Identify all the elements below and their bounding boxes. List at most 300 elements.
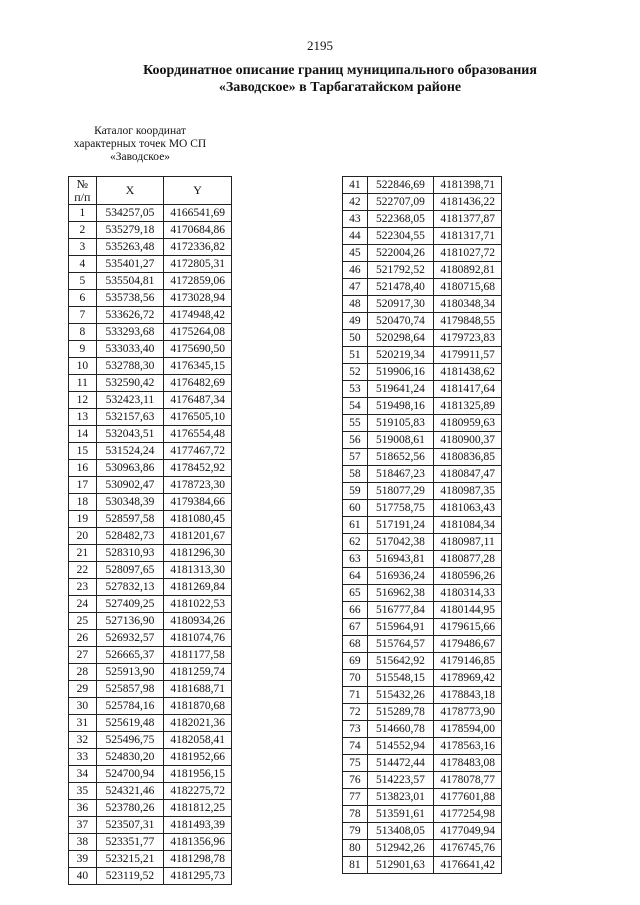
x-cell: 535263,48 (96, 239, 164, 256)
coordinates-table-left (68, 176, 232, 885)
x-cell: 522004,26 (367, 245, 434, 262)
point-number-cell: 66 (343, 602, 368, 619)
table-row (343, 772, 502, 789)
y-cell: 4179486,67 (434, 636, 502, 653)
table-row (343, 602, 502, 619)
point-number-cell: 14 (69, 426, 97, 443)
point-number-cell: 42 (343, 194, 368, 211)
table-row (343, 653, 502, 670)
table-row (343, 177, 502, 194)
table-row (343, 466, 502, 483)
table-row (343, 738, 502, 755)
point-number-cell: 12 (69, 392, 97, 409)
point-number-cell: 36 (69, 800, 97, 817)
point-number-cell: 77 (343, 789, 368, 806)
y-cell: 4178563,16 (434, 738, 502, 755)
point-number-cell: 60 (343, 500, 368, 517)
x-cell: 520219,34 (367, 347, 434, 364)
point-number-cell: 20 (69, 528, 97, 545)
table-row (343, 857, 502, 874)
point-number-cell: 43 (343, 211, 368, 228)
y-cell: 4178969,42 (434, 670, 502, 687)
x-cell: 516962,38 (367, 585, 434, 602)
table-row (69, 460, 232, 477)
y-cell: 4181201,67 (164, 528, 232, 545)
table-row (69, 613, 232, 630)
y-cell: 4178452,92 (164, 460, 232, 477)
point-number-cell: 2 (69, 222, 97, 239)
point-number-cell: 54 (343, 398, 368, 415)
x-cell: 517042,38 (367, 534, 434, 551)
x-cell: 535504,81 (96, 273, 164, 290)
table-row (69, 562, 232, 579)
table-row (69, 664, 232, 681)
point-number-cell: 80 (343, 840, 368, 857)
table-row (343, 296, 502, 313)
table-row (343, 262, 502, 279)
point-number-cell: 29 (69, 681, 97, 698)
y-cell: 4181084,34 (434, 517, 502, 534)
table-row (343, 551, 502, 568)
table-header-row (69, 177, 232, 205)
table-row (69, 851, 232, 868)
table-row (343, 211, 502, 228)
table-row (343, 568, 502, 585)
point-number-cell: 18 (69, 494, 97, 511)
table-row (343, 279, 502, 296)
x-cell: 515548,15 (367, 670, 434, 687)
y-cell: 4179615,66 (434, 619, 502, 636)
y-cell: 4173028,94 (164, 290, 232, 307)
table-row (69, 766, 232, 783)
x-cell: 513591,61 (367, 806, 434, 823)
table-row (343, 449, 502, 466)
y-cell: 4180314,33 (434, 585, 502, 602)
y-cell: 4182021,36 (164, 715, 232, 732)
table-row (69, 579, 232, 596)
y-cell: 4180877,28 (434, 551, 502, 568)
x-cell: 532590,42 (96, 375, 164, 392)
catalog-caption-line-1: Каталог координат (94, 125, 186, 137)
x-cell: 530902,47 (96, 477, 164, 494)
point-number-cell: 65 (343, 585, 368, 602)
point-number-cell: 32 (69, 732, 97, 749)
x-cell: 515642,92 (367, 653, 434, 670)
table-row (343, 313, 502, 330)
header-x: X (96, 177, 164, 205)
y-cell: 4166541,69 (164, 205, 232, 222)
point-number-cell: 48 (343, 296, 368, 313)
table-row (343, 840, 502, 857)
point-number-cell: 4 (69, 256, 97, 273)
point-number-cell: 8 (69, 324, 97, 341)
y-cell: 4181177,58 (164, 647, 232, 664)
x-cell: 517758,75 (367, 500, 434, 517)
point-number-cell: 3 (69, 239, 97, 256)
point-number-cell: 59 (343, 483, 368, 500)
y-cell: 4178773,90 (434, 704, 502, 721)
point-number-cell: 16 (69, 460, 97, 477)
x-cell: 517191,24 (367, 517, 434, 534)
x-cell: 532043,51 (96, 426, 164, 443)
point-number-cell: 72 (343, 704, 368, 721)
x-cell: 522368,05 (367, 211, 434, 228)
table-row (69, 511, 232, 528)
x-cell: 525784,16 (96, 698, 164, 715)
y-cell: 4178594,00 (434, 721, 502, 738)
point-number-cell: 76 (343, 772, 368, 789)
x-cell: 514552,94 (367, 738, 434, 755)
x-cell: 525619,48 (96, 715, 164, 732)
y-cell: 4181438,62 (434, 364, 502, 381)
point-number-cell: 62 (343, 534, 368, 551)
catalog-caption-line-3: «Заводское» (109, 151, 171, 163)
table-row (343, 755, 502, 772)
table-row (69, 307, 232, 324)
point-number-cell: 44 (343, 228, 368, 245)
x-cell: 521792,52 (367, 262, 434, 279)
table-row (69, 494, 232, 511)
table-row (343, 483, 502, 500)
point-number-cell: 6 (69, 290, 97, 307)
point-number-cell: 47 (343, 279, 368, 296)
point-number-cell: 30 (69, 698, 97, 715)
point-number-cell: 78 (343, 806, 368, 823)
y-cell: 4174948,42 (164, 307, 232, 324)
x-cell: 535279,18 (96, 222, 164, 239)
header-y: Y (164, 177, 232, 205)
table-row (69, 205, 232, 222)
point-number-cell: 34 (69, 766, 97, 783)
y-cell: 4181296,30 (164, 545, 232, 562)
x-cell: 513408,05 (367, 823, 434, 840)
table-row (69, 698, 232, 715)
table-row (343, 534, 502, 551)
x-cell: 516943,81 (367, 551, 434, 568)
point-number-cell: 57 (343, 449, 368, 466)
table-row (343, 636, 502, 653)
point-number-cell: 55 (343, 415, 368, 432)
x-cell: 525913,90 (96, 664, 164, 681)
table-row (69, 256, 232, 273)
y-cell: 4180934,26 (164, 613, 232, 630)
y-cell: 4181269,84 (164, 579, 232, 596)
y-cell: 4178483,08 (434, 755, 502, 772)
table-row (69, 834, 232, 851)
table-row (343, 619, 502, 636)
coordinates-table-right (342, 176, 502, 874)
table-row (69, 545, 232, 562)
page-number: 2195 (307, 38, 333, 53)
point-number-cell: 27 (69, 647, 97, 664)
point-number-cell: 22 (69, 562, 97, 579)
point-number-cell: 51 (343, 347, 368, 364)
y-cell: 4177049,94 (434, 823, 502, 840)
point-number-cell: 58 (343, 466, 368, 483)
x-cell: 513823,01 (367, 789, 434, 806)
x-cell: 535738,56 (96, 290, 164, 307)
point-number-cell: 17 (69, 477, 97, 494)
x-cell: 519641,24 (367, 381, 434, 398)
point-number-cell: 40 (69, 868, 97, 885)
table-row (69, 630, 232, 647)
point-number-cell: 15 (69, 443, 97, 460)
point-number-cell: 75 (343, 755, 368, 772)
point-number-cell: 28 (69, 664, 97, 681)
y-cell: 4178078,77 (434, 772, 502, 789)
document-title-line-2: «Заводское» в Тарбагатайском районе (218, 80, 462, 95)
x-cell: 515289,78 (367, 704, 434, 721)
point-number-cell: 46 (343, 262, 368, 279)
y-cell: 4180144,95 (434, 602, 502, 619)
point-number-cell: 25 (69, 613, 97, 630)
point-number-cell: 26 (69, 630, 97, 647)
y-cell: 4179911,57 (434, 347, 502, 364)
x-cell: 523215,21 (96, 851, 164, 868)
table-row (343, 245, 502, 262)
table-row (69, 341, 232, 358)
point-number-cell: 53 (343, 381, 368, 398)
table-row (343, 517, 502, 534)
y-cell: 4176505,10 (164, 409, 232, 426)
header-number (69, 177, 97, 205)
table-row (69, 681, 232, 698)
table-row (343, 330, 502, 347)
x-cell: 533293,68 (96, 324, 164, 341)
y-cell: 4172859,06 (164, 273, 232, 290)
x-cell: 527136,90 (96, 613, 164, 630)
y-cell: 4179146,85 (434, 653, 502, 670)
x-cell: 524830,20 (96, 749, 164, 766)
x-cell: 527832,13 (96, 579, 164, 596)
x-cell: 524321,46 (96, 783, 164, 800)
y-cell: 4180959,63 (434, 415, 502, 432)
x-cell: 519008,61 (367, 432, 434, 449)
table-row (69, 783, 232, 800)
x-cell: 525857,98 (96, 681, 164, 698)
point-number-cell: 63 (343, 551, 368, 568)
table-row (343, 687, 502, 704)
table-row (69, 817, 232, 834)
x-cell: 528597,58 (96, 511, 164, 528)
x-cell: 516777,84 (367, 602, 434, 619)
table-row (343, 228, 502, 245)
x-cell: 526932,57 (96, 630, 164, 647)
y-cell: 4181398,71 (434, 177, 502, 194)
y-cell: 4181027,72 (434, 245, 502, 262)
point-number-cell: 73 (343, 721, 368, 738)
y-cell: 4181063,43 (434, 500, 502, 517)
table-row (69, 528, 232, 545)
point-number-cell: 35 (69, 783, 97, 800)
table-row (343, 194, 502, 211)
y-cell: 4172805,31 (164, 256, 232, 273)
x-cell: 532423,11 (96, 392, 164, 409)
x-cell: 518467,23 (367, 466, 434, 483)
x-cell: 512942,26 (367, 840, 434, 857)
x-cell: 520917,30 (367, 296, 434, 313)
y-cell: 4181812,25 (164, 800, 232, 817)
y-cell: 4180987,11 (434, 534, 502, 551)
table-row (69, 324, 232, 341)
x-cell: 522707,09 (367, 194, 434, 211)
y-cell: 4181074,76 (164, 630, 232, 647)
y-cell: 4179848,55 (434, 313, 502, 330)
point-number-cell: 7 (69, 307, 97, 324)
point-number-cell: 70 (343, 670, 368, 687)
y-cell: 4181377,87 (434, 211, 502, 228)
table-row (343, 806, 502, 823)
point-number-cell: 81 (343, 857, 368, 874)
y-cell: 4176554,48 (164, 426, 232, 443)
x-cell: 518652,56 (367, 449, 434, 466)
y-cell: 4179723,83 (434, 330, 502, 347)
table-row (343, 347, 502, 364)
y-cell: 4181356,96 (164, 834, 232, 851)
y-cell: 4180892,81 (434, 262, 502, 279)
point-number-cell: 13 (69, 409, 97, 426)
catalog-caption-line-2: характерных точек МО СП (73, 138, 207, 150)
point-number-cell: 19 (69, 511, 97, 528)
x-cell: 532157,63 (96, 409, 164, 426)
x-cell: 514472,44 (367, 755, 434, 772)
x-cell: 515964,91 (367, 619, 434, 636)
table-row (343, 364, 502, 381)
coordinates-table-right-body (343, 177, 502, 874)
y-cell: 4182275,72 (164, 783, 232, 800)
x-cell: 519105,83 (367, 415, 434, 432)
document-title-line-1: Координатное описание границ муниципального образования (143, 63, 537, 78)
point-number-cell: 64 (343, 568, 368, 585)
table-row (69, 358, 232, 375)
point-number-cell: 61 (343, 517, 368, 534)
point-number-cell: 79 (343, 823, 368, 840)
y-cell: 4180836,85 (434, 449, 502, 466)
point-number-cell: 68 (343, 636, 368, 653)
table-row (343, 585, 502, 602)
y-cell: 4181317,71 (434, 228, 502, 245)
x-cell: 516936,24 (367, 568, 434, 585)
x-cell: 522846,69 (367, 177, 434, 194)
point-number-cell: 67 (343, 619, 368, 636)
x-cell: 521478,40 (367, 279, 434, 296)
point-number-cell: 1 (69, 205, 97, 222)
point-number-cell: 74 (343, 738, 368, 755)
y-cell: 4176482,69 (164, 375, 232, 392)
y-cell: 4181436,22 (434, 194, 502, 211)
y-cell: 4181022,53 (164, 596, 232, 613)
table-row (343, 381, 502, 398)
header-number-sign: № (76, 176, 89, 191)
point-number-cell: 38 (69, 834, 97, 851)
x-cell: 525496,75 (96, 732, 164, 749)
y-cell: 4181870,68 (164, 698, 232, 715)
point-number-cell: 33 (69, 749, 97, 766)
point-number-cell: 37 (69, 817, 97, 834)
point-number-cell: 10 (69, 358, 97, 375)
x-cell: 523119,52 (96, 868, 164, 885)
point-number-cell: 11 (69, 375, 97, 392)
x-cell: 530963,86 (96, 460, 164, 477)
x-cell: 519498,16 (367, 398, 434, 415)
x-cell: 534257,05 (96, 205, 164, 222)
x-cell: 526665,37 (96, 647, 164, 664)
y-cell: 4176345,15 (164, 358, 232, 375)
point-number-cell: 24 (69, 596, 97, 613)
x-cell: 531524,24 (96, 443, 164, 460)
point-number-cell: 21 (69, 545, 97, 562)
y-cell: 4180715,68 (434, 279, 502, 296)
table-row (343, 500, 502, 517)
y-cell: 4181325,89 (434, 398, 502, 415)
table-row (69, 239, 232, 256)
x-cell: 515764,57 (367, 636, 434, 653)
header-number-abbr: п/п (74, 189, 91, 204)
x-cell: 522304,55 (367, 228, 434, 245)
table-row (69, 273, 232, 290)
point-number-cell: 23 (69, 579, 97, 596)
point-number-cell: 49 (343, 313, 368, 330)
coordinates-table-left-body (69, 205, 232, 885)
table-row (69, 222, 232, 239)
y-cell: 4176487,34 (164, 392, 232, 409)
y-cell: 4181956,15 (164, 766, 232, 783)
x-cell: 528097,65 (96, 562, 164, 579)
y-cell: 4177254,98 (434, 806, 502, 823)
point-number-cell: 69 (343, 653, 368, 670)
table-row (343, 670, 502, 687)
table-row (69, 375, 232, 392)
point-number-cell: 9 (69, 341, 97, 358)
y-cell: 4181259,74 (164, 664, 232, 681)
y-cell: 4178723,30 (164, 477, 232, 494)
point-number-cell: 41 (343, 177, 368, 194)
x-cell: 532788,30 (96, 358, 164, 375)
y-cell: 4181493,39 (164, 817, 232, 834)
y-cell: 4177467,72 (164, 443, 232, 460)
table-row (343, 398, 502, 415)
y-cell: 4176745,76 (434, 840, 502, 857)
point-number-cell: 56 (343, 432, 368, 449)
x-cell: 519906,16 (367, 364, 434, 381)
table-row (343, 721, 502, 738)
x-cell: 520298,64 (367, 330, 434, 347)
y-cell: 4175690,50 (164, 341, 232, 358)
y-cell: 4182058,41 (164, 732, 232, 749)
table-row (343, 789, 502, 806)
y-cell: 4176641,42 (434, 857, 502, 874)
x-cell: 514660,78 (367, 721, 434, 738)
document-title (0, 62, 640, 96)
point-number-cell: 31 (69, 715, 97, 732)
x-cell: 515432,26 (367, 687, 434, 704)
y-cell: 4181080,45 (164, 511, 232, 528)
table-row (69, 596, 232, 613)
table-row (69, 715, 232, 732)
catalog-caption (55, 125, 225, 164)
table-row (69, 477, 232, 494)
y-cell: 4181295,73 (164, 868, 232, 885)
y-cell: 4179384,66 (164, 494, 232, 511)
table-row (69, 800, 232, 817)
x-cell: 533033,40 (96, 341, 164, 358)
y-cell: 4180987,35 (434, 483, 502, 500)
y-cell: 4181313,30 (164, 562, 232, 579)
table-row (343, 415, 502, 432)
y-cell: 4180596,26 (434, 568, 502, 585)
y-cell: 4178843,18 (434, 687, 502, 704)
y-cell: 4172336,82 (164, 239, 232, 256)
